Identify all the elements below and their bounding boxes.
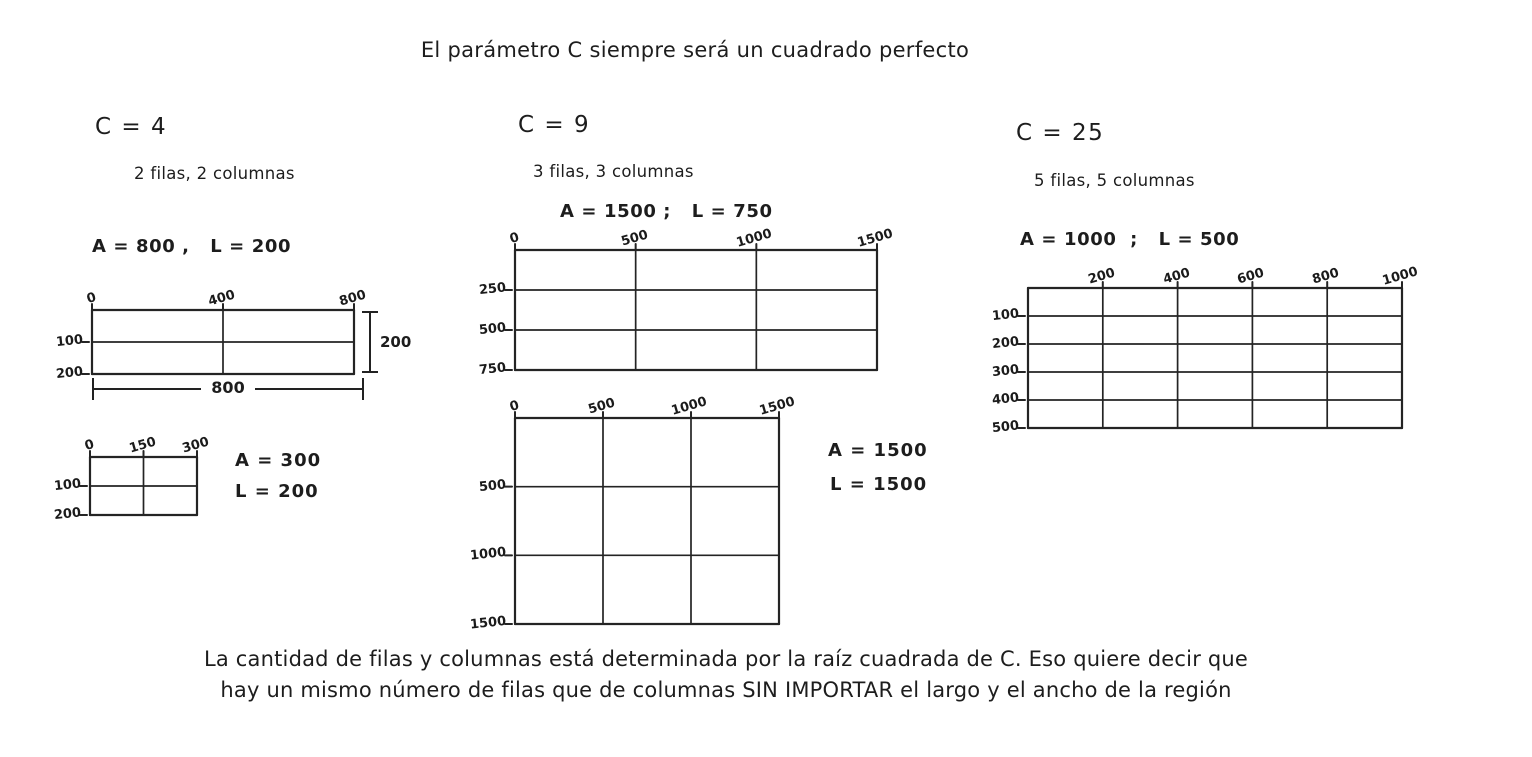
footer-note-line1: La cantidad de filas y columnas está determinada por la raíz cuadrada de C. Eso quiere decir que xyxy=(203,647,1249,671)
x-tick-label: 600 xyxy=(1235,265,1267,288)
grid-c4-wide xyxy=(55,287,368,383)
width-dimension-bracket xyxy=(92,378,364,400)
dimension-line xyxy=(255,388,362,390)
x-tick-label: 0 xyxy=(508,398,521,415)
x-tick-label: 0 xyxy=(83,437,96,454)
x-tick-label: 500 xyxy=(586,395,617,418)
x-tick-label: 1000 xyxy=(669,394,709,419)
y-tick-label: 100 xyxy=(53,476,82,495)
grid-c4-small-length-label: L = 200 xyxy=(235,481,319,502)
y-tick-label: 200 xyxy=(55,364,84,383)
section-c25-subheading: 5 filas, 5 columnas xyxy=(1034,171,1195,190)
height-dimension-label: 200 xyxy=(380,333,412,351)
grid-c4-small xyxy=(53,434,211,524)
dimension-end-cap xyxy=(362,378,364,400)
footer-note xyxy=(56,644,1396,706)
x-tick-label: 150 xyxy=(127,434,158,457)
x-tick-label: 0 xyxy=(85,290,98,307)
x-tick-label: 1000 xyxy=(1380,264,1420,289)
x-tick-label: 1500 xyxy=(757,394,797,419)
y-tick-label: 250 xyxy=(478,280,507,299)
y-tick-label: 200 xyxy=(991,334,1020,353)
section-c9-heading: C = 9 xyxy=(518,112,591,138)
height-dimension-bracket xyxy=(362,311,378,373)
dimension-line xyxy=(94,388,201,390)
x-tick-label: 400 xyxy=(1161,265,1192,288)
page-title: El parámetro C siempre será un cuadrado perfecto xyxy=(420,38,970,62)
x-tick-label: 200 xyxy=(1086,265,1117,288)
y-tick-label: 100 xyxy=(991,306,1020,325)
y-tick-label: 300 xyxy=(991,362,1020,381)
x-tick-label: 400 xyxy=(206,287,237,310)
x-tick-label: 800 xyxy=(1310,265,1341,288)
section-c25-formula: A = 1000 ; L = 500 xyxy=(1020,229,1240,250)
y-tick-label: 1500 xyxy=(469,613,507,633)
section-c4-heading: C = 4 xyxy=(95,114,168,140)
section-c9-formula: A = 1500 ; L = 750 xyxy=(560,201,773,222)
y-tick-label: 200 xyxy=(53,505,82,524)
width-dimension-label: 800 xyxy=(211,377,245,397)
x-tick-label: 800 xyxy=(337,287,368,310)
y-tick-label: 500 xyxy=(478,477,507,495)
dimension-line xyxy=(369,313,371,371)
grid-c9-wide xyxy=(478,226,895,379)
y-tick-label: 750 xyxy=(478,360,507,379)
x-tick-label: 1000 xyxy=(735,226,774,251)
grid-c9-square xyxy=(469,394,797,633)
section-c4-subheading: 2 filas, 2 columnas xyxy=(134,164,295,183)
x-tick-label: 300 xyxy=(180,434,211,457)
y-tick-label: 500 xyxy=(991,418,1020,437)
grid-c25-wide xyxy=(991,264,1420,437)
x-tick-label: 500 xyxy=(619,227,650,250)
section-c4-formula: A = 800 , L = 200 xyxy=(92,236,292,257)
x-tick-label: 0 xyxy=(508,230,521,247)
section-c25-heading: C = 25 xyxy=(1016,120,1105,146)
grid-c9-square-length-label: L = 1500 xyxy=(830,474,928,495)
y-tick-label: 100 xyxy=(55,332,84,351)
x-tick-label: 1500 xyxy=(855,226,895,251)
y-tick-label: 400 xyxy=(991,390,1020,409)
grid-c4-small-area-label: A = 300 xyxy=(235,450,322,471)
grid-c9-square-area-label: A = 1500 xyxy=(828,440,928,461)
y-tick-label: 1000 xyxy=(469,545,507,564)
y-tick-label: 500 xyxy=(478,320,507,339)
section-c9-subheading: 3 filas, 3 columnas xyxy=(533,162,694,181)
dimension-end-cap xyxy=(362,371,378,373)
footer-note-line2: hay un mismo número de filas que de columnas SIN IMPORTAR el largo y el ancho de la región xyxy=(220,678,1232,702)
